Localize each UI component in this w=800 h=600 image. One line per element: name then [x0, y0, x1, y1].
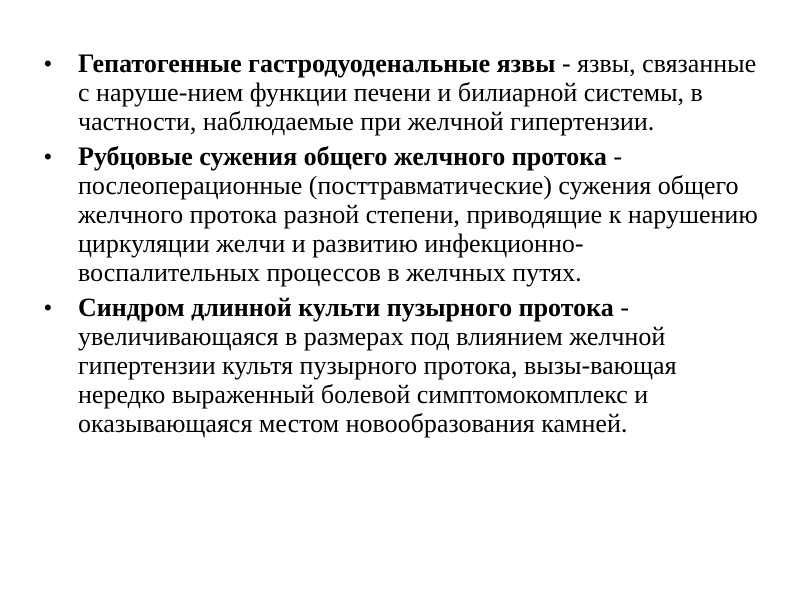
bullet-point-icon: • — [44, 51, 52, 76]
bullet-description: - увеличивающаяся в размерах под влиянием желчной гипертензии культя пузырного протока, вызы-вающая нередко выраженный болевой симптомокомплекс и оказывающаяся местом новообразования камней. — [78, 293, 677, 438]
bullet-description: - язвы, связанные с наруше-нием функции печени и билиарной системы, в частности, наблюдаемые при желчной гипертензии. — [78, 49, 757, 136]
bullet-point-icon: • — [44, 295, 52, 320]
bullet-text — [78, 293, 764, 438]
bullet-item-hepatogenic-ulcers — [44, 49, 764, 136]
bullet-description: - послеоперационные (посттравматические) сужения общего желчного протока разной степени, приводящие к нарушению циркуляции желчи и развитию инфекционно- воспалительных процессов в желчных путях. — [78, 142, 758, 287]
bullet-term: Синдром длинной культи пузырного протока — [78, 293, 614, 322]
bullet-item-long-cystic-stump — [44, 293, 764, 438]
bullet-text — [78, 142, 764, 287]
bullet-item-bile-duct-strictures — [44, 142, 764, 287]
bullet-term: Рубцовые сужения общего желчного протока — [78, 142, 607, 171]
bullet-text — [78, 49, 764, 136]
bullet-point-icon: • — [44, 144, 52, 169]
bullet-list — [44, 49, 764, 444]
bullet-term: Гепатогенные гастродуоденальные язвы — [78, 49, 556, 78]
